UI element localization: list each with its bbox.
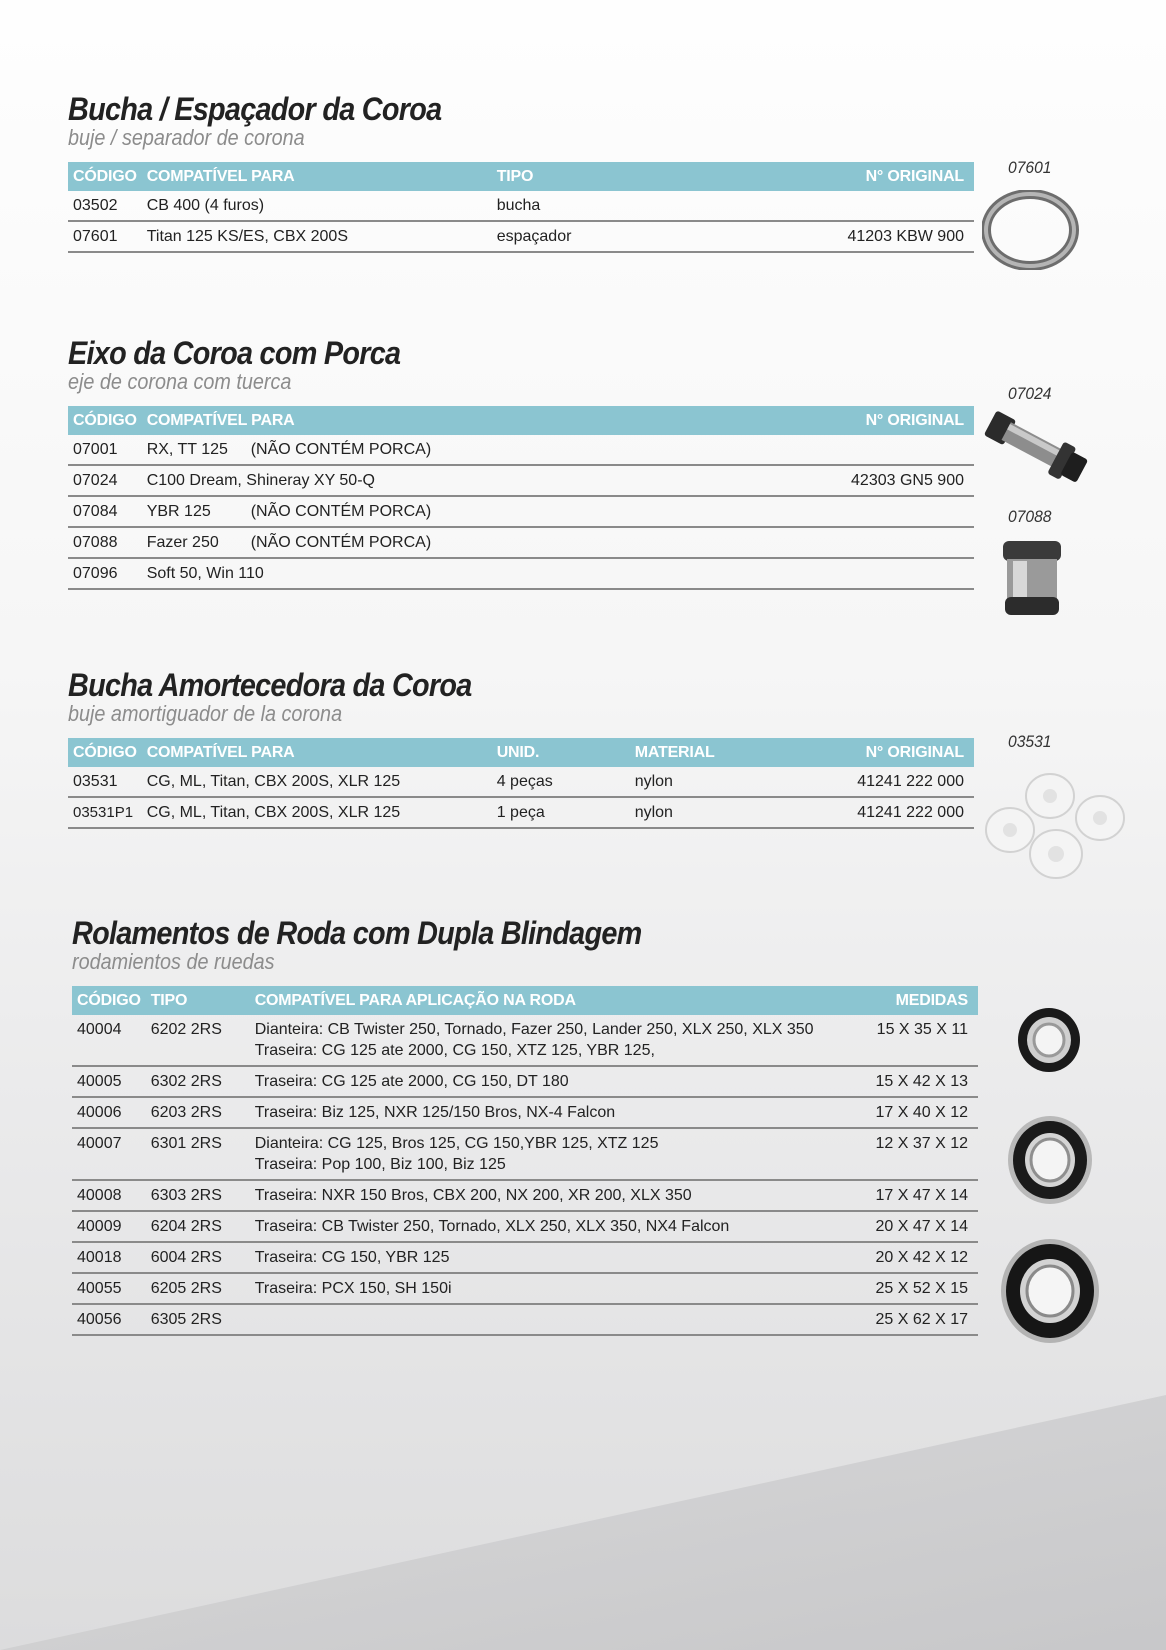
cell-original: 41241 222 000 — [776, 767, 974, 797]
header-codigo: CÓDIGO — [68, 162, 142, 191]
table-row — [72, 1273, 978, 1304]
cell-medidas: 25 X 52 X 15 — [862, 1273, 978, 1304]
cell-code: 03502 — [68, 191, 142, 221]
axle-image — [978, 402, 1098, 494]
cell-medidas: 20 X 47 X 14 — [862, 1211, 978, 1242]
cell-aplicacao — [250, 1066, 863, 1097]
cell-compat — [142, 558, 722, 589]
header-tipo: TIPO — [146, 986, 250, 1015]
table-row — [68, 221, 974, 252]
table-row — [72, 1128, 978, 1180]
cell-aplicacao — [250, 1211, 863, 1242]
note-text — [264, 565, 278, 582]
table-row — [72, 1097, 978, 1128]
cell-original — [722, 527, 974, 558]
section-title: Bucha / Espaçador da Coroa — [68, 91, 442, 127]
cell-code: 07084 — [68, 496, 142, 527]
cell-code: 40055 — [72, 1273, 146, 1304]
header-tipo: TIPO — [492, 162, 681, 191]
compat-text: Fazer 250 — [146, 534, 219, 551]
cell-code: 07088 — [68, 527, 142, 558]
cell-original — [722, 558, 974, 589]
cell-code: 40018 — [72, 1242, 146, 1273]
cell-tipo: 6202 2RS — [146, 1015, 250, 1066]
cell-code: 40005 — [72, 1066, 146, 1097]
table-row — [68, 527, 974, 558]
section-subtitle: buje / separador de corona — [68, 125, 305, 150]
header-codigo: CÓDIGO — [68, 406, 142, 435]
header-compativel: COMPATÍVEL PARA — [142, 406, 722, 435]
parts-table — [68, 406, 974, 590]
table-row — [72, 1015, 978, 1066]
note-text: (NÃO CONTÉM PORCA) — [250, 534, 432, 551]
bearing-small-image — [1015, 1005, 1083, 1075]
image-label: 07601 — [1008, 158, 1052, 177]
parts-table — [68, 162, 974, 253]
cell-compat: Titan 125 KS/ES, CBX 200S — [142, 221, 492, 252]
cell-code: 07601 — [68, 221, 142, 252]
header-codigo: CÓDIGO — [72, 986, 146, 1015]
aplicacao-line: Traseira: NXR 150 Bros, CBX 200, NX 200, XR 200, XLX 350 — [254, 1187, 692, 1204]
cell-medidas: 15 X 42 X 13 — [862, 1066, 978, 1097]
table-row — [68, 465, 974, 496]
section-subtitle: rodamientos de ruedas — [72, 949, 275, 974]
header-material: MATERIAL — [630, 738, 776, 767]
cell-code: 07001 — [68, 435, 142, 465]
compat-text: Soft 50, Win 110 — [146, 565, 264, 582]
axle-nut-image — [995, 535, 1070, 621]
cell-tipo: bucha — [492, 191, 681, 221]
header-medidas: MEDIDAS — [862, 986, 978, 1015]
aplicacao-line: Traseira: Biz 125, NXR 125/150 Bros, NX-4 Falcon — [254, 1104, 616, 1121]
table-row — [72, 1304, 978, 1335]
cell-code: 40008 — [72, 1180, 146, 1211]
section-rolamentos — [72, 916, 978, 1336]
header-compativel: COMPATÍVEL PARA — [142, 738, 492, 767]
cell-medidas: 20 X 42 X 12 — [862, 1242, 978, 1273]
section-subtitle: eje de corona com tuerca — [68, 369, 292, 394]
cell-compat: CG, ML, Titan, CBX 200S, XLR 125 — [142, 767, 492, 797]
cell-medidas: 17 X 47 X 14 — [862, 1180, 978, 1211]
cell-aplicacao — [250, 1242, 863, 1273]
header-original: N° ORIGINAL — [776, 738, 974, 767]
table-row — [68, 558, 974, 589]
compat-text: YBR 125 — [146, 503, 211, 520]
table-row — [68, 797, 974, 828]
table-row — [72, 1211, 978, 1242]
table-row — [72, 1066, 978, 1097]
aplicacao-line: Dianteira: CB Twister 250, Tornado, Fazer 250, Lander 250, XLX 250, XLX 350 — [254, 1021, 814, 1038]
cell-code: 40006 — [72, 1097, 146, 1128]
header-original: N° ORIGINAL — [681, 162, 974, 191]
cell-compat: CG, ML, Titan, CBX 200S, XLR 125 — [142, 797, 492, 828]
table-row — [72, 1242, 978, 1273]
table-row — [68, 496, 974, 527]
cell-aplicacao — [250, 1304, 863, 1335]
bearings-table — [72, 986, 978, 1336]
compat-text: RX, TT 125 — [146, 441, 228, 458]
cell-material: nylon — [630, 797, 776, 828]
table-row — [68, 191, 974, 221]
cell-compat — [142, 496, 722, 527]
aplicacao-line: Traseira: CG 125 ate 2000, CG 150, DT 180 — [254, 1073, 569, 1090]
cell-aplicacao — [250, 1097, 863, 1128]
cell-unid: 4 peças — [492, 767, 630, 797]
cell-original — [681, 191, 974, 221]
damper-bushings-image — [982, 768, 1132, 884]
header-compativel: COMPATÍVEL PARA — [142, 162, 492, 191]
cell-medidas: 15 X 35 X 11 — [862, 1015, 978, 1066]
cell-medidas: 12 X 37 X 12 — [862, 1128, 978, 1180]
cell-original: 41203 KBW 900 — [681, 221, 974, 252]
cell-compat — [142, 527, 722, 558]
image-label: 03531 — [1008, 732, 1052, 751]
section-eixo-coroa — [68, 336, 974, 590]
spacer-ring-image — [982, 190, 1082, 270]
compat-text: C100 Dream, Shineray XY 50-Q — [146, 472, 375, 489]
section-subtitle: buje amortiguador de la corona — [68, 701, 343, 726]
cell-tipo: 6205 2RS — [146, 1273, 250, 1304]
aplicacao-line: Traseira: Pop 100, Biz 100, Biz 125 — [254, 1156, 506, 1173]
cell-tipo: 6203 2RS — [146, 1097, 250, 1128]
image-label: 07024 — [1008, 384, 1052, 403]
cell-medidas: 17 X 40 X 12 — [862, 1097, 978, 1128]
cell-aplicacao — [250, 1180, 863, 1211]
cell-original — [722, 496, 974, 527]
note-text: (NÃO CONTÉM PORCA) — [250, 441, 432, 458]
section-bucha-espacador — [68, 92, 974, 253]
cell-compat — [142, 465, 722, 496]
cell-aplicacao — [250, 1273, 863, 1304]
header-aplicacao: COMPATÍVEL PARA APLICAÇÃO NA RODA — [250, 986, 863, 1015]
cell-unid: 1 peça — [492, 797, 630, 828]
cell-aplicacao — [250, 1128, 863, 1180]
cell-code: 07024 — [68, 465, 142, 496]
cell-original — [722, 435, 974, 465]
table-row — [72, 1180, 978, 1211]
cell-code: 40004 — [72, 1015, 146, 1066]
bearing-large-image — [998, 1236, 1102, 1346]
aplicacao-line: Traseira: PCX 150, SH 150i — [254, 1280, 452, 1297]
aplicacao-line: Traseira: CG 150, YBR 125 — [254, 1249, 450, 1266]
cell-code: 40056 — [72, 1304, 146, 1335]
cell-original: 42303 GN5 900 — [722, 465, 974, 496]
bearing-medium-image — [1005, 1113, 1095, 1207]
cell-tipo: 6004 2RS — [146, 1242, 250, 1273]
cell-code: 03531 — [68, 767, 142, 797]
image-label: 07088 — [1008, 507, 1052, 526]
cell-tipo: 6204 2RS — [146, 1211, 250, 1242]
cell-original: 41241 222 000 — [776, 797, 974, 828]
section-title: Eixo da Coroa com Porca — [68, 335, 401, 371]
cell-material: nylon — [630, 767, 776, 797]
cell-medidas: 25 X 62 X 17 — [862, 1304, 978, 1335]
section-bucha-amortecedora — [68, 668, 974, 829]
section-title: Bucha Amortecedora da Coroa — [68, 667, 472, 703]
cell-compat — [142, 435, 722, 465]
aplicacao-line: Dianteira: CG 125, Bros 125, CG 150,YBR 125, XTZ 125 — [254, 1135, 659, 1152]
cell-tipo: espaçador — [492, 221, 681, 252]
cell-aplicacao — [250, 1015, 863, 1066]
note-text: (NÃO CONTÉM PORCA) — [250, 503, 432, 520]
table-row — [68, 767, 974, 797]
header-unid: UNID. — [492, 738, 630, 767]
aplicacao-line: Traseira: CB Twister 250, Tornado, XLX 250, XLX 350, NX4 Falcon — [254, 1218, 730, 1235]
header-original: N° ORIGINAL — [722, 406, 974, 435]
note-text — [375, 472, 389, 489]
section-title: Rolamentos de Roda com Dupla Blindagem — [72, 915, 642, 951]
cell-code: 40007 — [72, 1128, 146, 1180]
cell-compat: CB 400 (4 furos) — [142, 191, 492, 221]
parts-table — [68, 738, 974, 829]
header-codigo: CÓDIGO — [68, 738, 142, 767]
aplicacao-line: Traseira: CG 125 ate 2000, CG 150, XTZ 125, YBR 125, — [254, 1042, 655, 1059]
cell-code: 40009 — [72, 1211, 146, 1242]
cell-code: 07096 — [68, 558, 142, 589]
cell-tipo: 6303 2RS — [146, 1180, 250, 1211]
cell-tipo: 6301 2RS — [146, 1128, 250, 1180]
cell-code: 03531P1 — [68, 797, 142, 828]
cell-tipo: 6302 2RS — [146, 1066, 250, 1097]
table-row — [68, 435, 974, 465]
cell-tipo: 6305 2RS — [146, 1304, 250, 1335]
